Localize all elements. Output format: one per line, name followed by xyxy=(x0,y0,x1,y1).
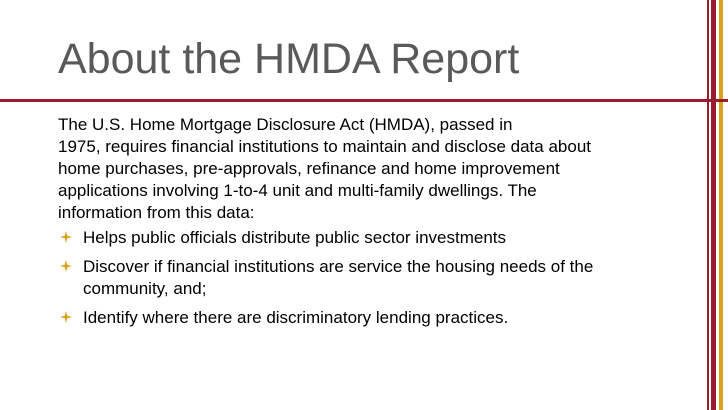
bullet-text: Helps public officials distribute public sector investments xyxy=(83,228,506,247)
bullet-item xyxy=(58,256,698,300)
right-stripe-thin xyxy=(707,0,709,410)
slide-body xyxy=(58,114,698,336)
bullet-text: Identify where there are discriminatory lending practices. xyxy=(83,308,509,327)
intro-line: information from this data: xyxy=(58,203,255,222)
title-divider xyxy=(0,99,728,102)
bullet-item xyxy=(58,227,698,249)
intro-line: applications involving 1-to-4 unit and multi-family dwellings. The xyxy=(58,181,537,200)
bullet-text: community, and; xyxy=(83,279,207,298)
bullet-text: Discover if financial institutions are service the housing needs of the xyxy=(83,257,594,276)
slide-title: About the HMDA Report xyxy=(58,35,520,83)
intro-line: 1975, requires financial institutions to maintain and disclose data about xyxy=(58,137,592,156)
four-point-star-bullet-icon xyxy=(60,260,72,272)
intro-line: home purchases, pre-approvals, refinance and home improvement xyxy=(58,159,560,178)
intro-line: The U.S. Home Mortgage Disclosure Act (HMDA), passed in xyxy=(58,115,513,134)
four-point-star-bullet-icon xyxy=(60,231,72,243)
intro-paragraph xyxy=(58,114,698,224)
four-point-star-bullet-icon xyxy=(60,311,72,323)
right-stripe-gold xyxy=(719,0,723,410)
bullet-item xyxy=(58,307,698,329)
right-stripe-wide xyxy=(711,0,716,410)
bullet-list xyxy=(58,227,698,329)
